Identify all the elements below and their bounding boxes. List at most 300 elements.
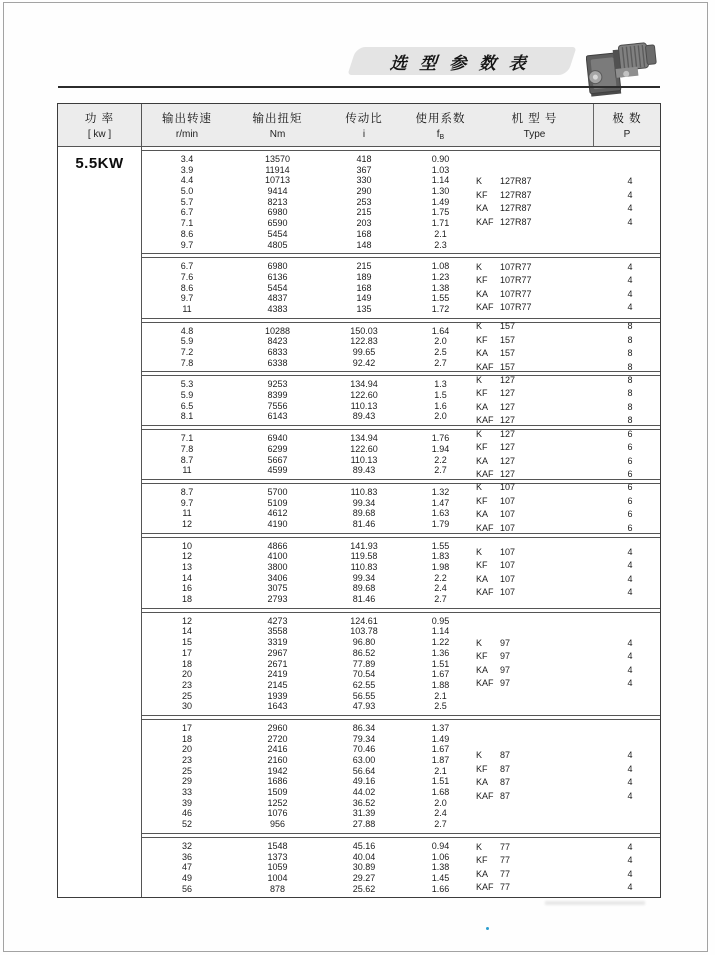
speed-value: 7.1 bbox=[180, 433, 194, 444]
factor-value: 1.76 bbox=[431, 433, 450, 444]
factor-value: 2.7 bbox=[434, 357, 447, 368]
torque-value: 5700 bbox=[267, 486, 288, 497]
type-row bbox=[476, 637, 659, 651]
poles-value: 4 bbox=[627, 573, 633, 584]
spec-block bbox=[142, 257, 660, 318]
ratio-value: 203 bbox=[356, 218, 372, 229]
col-header-factor-zh: 使用系数 bbox=[415, 112, 466, 125]
factor-value: 1.36 bbox=[431, 647, 450, 658]
ratio-value: 168 bbox=[356, 282, 372, 293]
factor-value: 2.3 bbox=[434, 239, 447, 250]
ratio-value: 149 bbox=[356, 293, 372, 304]
data-row bbox=[142, 240, 660, 251]
ratio-value: 122.60 bbox=[350, 443, 378, 454]
type-list bbox=[476, 841, 659, 895]
type-size: 127 bbox=[500, 469, 516, 479]
gear-motor-photo bbox=[586, 38, 664, 106]
ratio-value: 63.00 bbox=[352, 755, 376, 765]
col-header-poles bbox=[593, 104, 660, 146]
factor-value: 2.7 bbox=[434, 594, 447, 605]
type-prefix: KA bbox=[476, 401, 489, 412]
type-row bbox=[476, 868, 659, 882]
poles-value: 4 bbox=[627, 261, 633, 272]
torque-value: 4837 bbox=[267, 293, 288, 304]
torque-value: 6980 bbox=[267, 261, 288, 272]
type-row bbox=[476, 347, 659, 361]
type-row bbox=[476, 320, 659, 334]
speed-value: 17 bbox=[181, 722, 192, 733]
torque-value: 7556 bbox=[267, 400, 288, 411]
col-header-ratio bbox=[323, 104, 405, 146]
title-banner bbox=[347, 47, 576, 75]
type-prefix: KA bbox=[476, 348, 489, 358]
factor-value: 1.14 bbox=[431, 175, 450, 186]
type-row bbox=[476, 776, 659, 790]
poles-value: 4 bbox=[627, 763, 633, 774]
speed-value: 20 bbox=[181, 744, 192, 755]
torque-value: 10288 bbox=[264, 325, 291, 336]
type-prefix: K bbox=[476, 750, 483, 761]
type-size: 157 bbox=[500, 334, 516, 345]
type-row bbox=[476, 216, 659, 230]
torque-value: 5454 bbox=[267, 282, 288, 293]
type-row bbox=[476, 573, 659, 587]
ratio-value: 89.68 bbox=[352, 508, 376, 519]
torque-value: 1643 bbox=[267, 701, 288, 712]
data-row bbox=[142, 626, 660, 637]
torque-value: 1942 bbox=[267, 765, 288, 776]
factor-value: 1.23 bbox=[431, 271, 450, 282]
data-row bbox=[142, 701, 660, 712]
torque-value: 4866 bbox=[267, 540, 288, 551]
ratio-value: 124.61 bbox=[350, 615, 378, 626]
type-size: 127 bbox=[500, 401, 516, 412]
type-prefix: KA bbox=[476, 509, 489, 520]
type-prefix: KAF bbox=[476, 587, 494, 598]
ratio-value: 89.43 bbox=[352, 465, 376, 476]
col-header-ratio-unit: i bbox=[362, 129, 366, 140]
data-row bbox=[142, 691, 660, 702]
type-prefix: KF bbox=[476, 763, 488, 774]
torque-value: 1059 bbox=[267, 862, 288, 873]
factor-value: 1.71 bbox=[431, 218, 450, 229]
type-prefix: KAF bbox=[476, 678, 494, 689]
ratio-value: 110.83 bbox=[350, 562, 378, 572]
speed-value: 18 bbox=[181, 594, 192, 605]
col-header-factor-unit bbox=[437, 129, 444, 141]
type-row bbox=[476, 441, 659, 455]
torque-value: 5667 bbox=[267, 454, 288, 465]
factor-value: 1.72 bbox=[431, 303, 450, 314]
type-row bbox=[476, 841, 659, 855]
torque-value: 4599 bbox=[267, 465, 288, 476]
col-header-speed-zh: 输出转速 bbox=[162, 113, 212, 125]
ratio-value: 215 bbox=[356, 207, 372, 218]
col-header-factor bbox=[405, 104, 476, 146]
type-prefix: KAF bbox=[476, 469, 494, 479]
ratio-value: 40.04 bbox=[352, 851, 376, 862]
type-row bbox=[476, 468, 659, 482]
type-prefix: KF bbox=[476, 334, 488, 345]
factor-value: 2.2 bbox=[434, 454, 447, 465]
factor-value: 1.06 bbox=[431, 851, 450, 862]
torque-value: 1252 bbox=[267, 797, 288, 808]
ratio-value: 110.13 bbox=[350, 454, 378, 465]
torque-value: 6143 bbox=[267, 411, 288, 422]
type-prefix: KF bbox=[476, 495, 488, 506]
speed-value: 32 bbox=[181, 840, 192, 851]
speed-value: 5.7 bbox=[180, 196, 194, 207]
torque-value: 2967 bbox=[267, 647, 288, 658]
ratio-value: 31.39 bbox=[352, 808, 376, 819]
speed-value: 5.3 bbox=[180, 379, 194, 390]
torque-value: 11914 bbox=[265, 164, 290, 175]
data-row bbox=[142, 165, 660, 176]
ratio-value: 47.93 bbox=[352, 701, 376, 712]
type-size: 87 bbox=[500, 763, 511, 774]
type-size: 127 bbox=[500, 415, 516, 426]
speed-value: 8.7 bbox=[180, 454, 194, 465]
ratio-value: 134.94 bbox=[350, 433, 378, 444]
type-row bbox=[476, 374, 659, 388]
type-row bbox=[476, 677, 659, 691]
factor-value: 2.7 bbox=[434, 819, 447, 830]
type-row bbox=[476, 790, 659, 804]
torque-value: 3800 bbox=[267, 562, 288, 572]
ratio-value: 96.80 bbox=[352, 637, 376, 648]
type-size: 127 bbox=[500, 388, 516, 399]
factor-value: 1.83 bbox=[431, 551, 450, 562]
power-column bbox=[58, 147, 142, 897]
type-prefix: KA bbox=[476, 455, 489, 466]
poles-value: 4 bbox=[627, 203, 633, 214]
speed-value: 6.5 bbox=[180, 400, 194, 411]
torque-value: 3319 bbox=[267, 637, 288, 648]
ratio-value: 25.62 bbox=[352, 883, 376, 894]
torque-value: 878 bbox=[269, 883, 286, 894]
poles-value: 4 bbox=[627, 546, 633, 557]
col-header-ratio-zh: 传动比 bbox=[345, 113, 383, 125]
factor-value: 1.49 bbox=[431, 733, 450, 744]
speed-value: 47 bbox=[181, 862, 192, 873]
type-size: 77 bbox=[500, 841, 511, 852]
poles-value: 4 bbox=[627, 560, 633, 571]
table-body bbox=[58, 147, 660, 897]
col-header-torque-zh: 输出扭矩 bbox=[252, 113, 303, 125]
factor-symbol: f bbox=[436, 128, 440, 140]
type-prefix: KAF bbox=[476, 882, 494, 893]
type-row bbox=[476, 664, 659, 678]
ratio-value: 99.34 bbox=[352, 572, 376, 583]
factor-value: 1.94 bbox=[431, 443, 450, 454]
speed-value: 14 bbox=[181, 626, 192, 637]
speed-value: 23 bbox=[181, 755, 192, 765]
factor-value: 1.51 bbox=[431, 658, 450, 669]
factor-value: 2.4 bbox=[434, 808, 447, 819]
type-prefix: K bbox=[476, 176, 483, 187]
col-header-speed bbox=[142, 104, 232, 146]
type-prefix: K bbox=[476, 546, 483, 557]
spec-block bbox=[142, 537, 660, 609]
ratio-value: 99.34 bbox=[352, 497, 376, 508]
speed-value: 52 bbox=[181, 819, 192, 830]
torque-value: 8399 bbox=[267, 390, 288, 401]
ratio-value: 89.68 bbox=[352, 583, 376, 594]
power-rating: 5.5KW bbox=[75, 155, 124, 172]
torque-value: 2671 bbox=[267, 658, 288, 669]
type-prefix: KA bbox=[476, 288, 489, 299]
type-row bbox=[476, 189, 659, 203]
ratio-value: 99.65 bbox=[352, 347, 376, 357]
type-list bbox=[476, 428, 659, 482]
ratio-value: 290 bbox=[356, 186, 372, 197]
poles-value: 4 bbox=[627, 302, 633, 313]
data-row bbox=[142, 616, 660, 627]
type-size: 107 bbox=[500, 495, 516, 506]
ratio-value: 44.02 bbox=[352, 787, 376, 798]
type-row bbox=[476, 387, 659, 401]
type-list bbox=[476, 546, 659, 600]
type-prefix: KF bbox=[476, 855, 488, 866]
scan-dot-artifact bbox=[486, 927, 489, 930]
factor-value: 1.87 bbox=[431, 755, 450, 765]
type-list bbox=[476, 175, 659, 229]
poles-value: 6 bbox=[627, 522, 633, 533]
type-row bbox=[476, 495, 659, 509]
speed-value: 36 bbox=[181, 851, 192, 862]
poles-value: 4 bbox=[627, 651, 633, 662]
type-row bbox=[476, 763, 659, 777]
spec-block-list bbox=[142, 147, 660, 897]
poles-value: 4 bbox=[627, 678, 633, 689]
factor-value: 1.67 bbox=[431, 669, 450, 680]
selection-parameters-table bbox=[57, 103, 661, 898]
speed-value: 6.7 bbox=[180, 207, 194, 218]
ratio-value: 62.55 bbox=[352, 679, 376, 690]
factor-value: 1.64 bbox=[431, 325, 450, 336]
factor-value: 1.98 bbox=[431, 562, 450, 572]
ratio-value: 122.60 bbox=[350, 390, 378, 401]
type-size: 77 bbox=[500, 855, 511, 866]
speed-value: 7.8 bbox=[180, 443, 194, 454]
speed-value: 25 bbox=[181, 690, 192, 701]
header-rule bbox=[58, 86, 660, 88]
col-header-speed-unit: r/min bbox=[175, 129, 199, 140]
torque-value: 5109 bbox=[267, 497, 288, 508]
spec-block bbox=[142, 612, 660, 716]
type-prefix: KAF bbox=[476, 522, 494, 533]
ratio-value: 70.54 bbox=[352, 669, 376, 680]
type-size: 107 bbox=[500, 482, 516, 493]
col-header-poles-unit: P bbox=[623, 129, 631, 140]
type-prefix: KAF bbox=[476, 415, 494, 426]
torque-value: 1509 bbox=[267, 787, 288, 798]
speed-value: 9.7 bbox=[180, 239, 194, 250]
speed-value: 33 bbox=[181, 787, 192, 798]
type-prefix: K bbox=[476, 374, 483, 385]
speed-value: 3.9 bbox=[180, 164, 194, 175]
poles-value: 4 bbox=[627, 855, 633, 866]
poles-value: 4 bbox=[627, 189, 633, 200]
type-prefix: KA bbox=[476, 203, 489, 214]
speed-value: 46 bbox=[181, 808, 192, 819]
type-prefix: K bbox=[476, 841, 483, 852]
speed-value: 9.7 bbox=[180, 497, 194, 508]
type-list bbox=[476, 374, 659, 428]
poles-value: 8 bbox=[627, 401, 633, 412]
torque-value: 2419 bbox=[267, 669, 288, 680]
poles-value: 4 bbox=[627, 882, 633, 893]
type-prefix: KA bbox=[476, 664, 489, 675]
type-row bbox=[476, 261, 659, 275]
type-prefix: KA bbox=[476, 868, 489, 879]
ratio-value: 418 bbox=[356, 154, 372, 164]
speed-value: 5.0 bbox=[180, 186, 194, 197]
factor-value: 1.38 bbox=[431, 862, 450, 873]
factor-value: 1.67 bbox=[431, 744, 450, 755]
factor-value: 1.14 bbox=[431, 626, 450, 637]
torque-value: 10713 bbox=[264, 175, 291, 186]
torque-value: 6136 bbox=[267, 271, 288, 282]
ratio-value: 134.94 bbox=[350, 379, 378, 390]
poles-value: 6 bbox=[627, 482, 633, 493]
data-row bbox=[142, 229, 660, 240]
torque-value: 5454 bbox=[267, 228, 288, 239]
type-size: 157 bbox=[500, 361, 516, 372]
ratio-value: 27.88 bbox=[352, 819, 376, 830]
poles-value: 8 bbox=[627, 348, 633, 358]
poles-value: 4 bbox=[627, 777, 633, 788]
ratio-value: 122.83 bbox=[350, 336, 378, 347]
ratio-value: 56.64 bbox=[352, 765, 376, 776]
ratio-value: 79.34 bbox=[352, 733, 376, 744]
factor-value: 2.2 bbox=[434, 572, 447, 583]
ratio-value: 70.46 bbox=[352, 744, 376, 755]
torque-value: 4383 bbox=[267, 303, 288, 314]
ratio-value: 110.83 bbox=[350, 486, 378, 497]
torque-value: 1686 bbox=[267, 776, 288, 787]
ratio-value: 92.42 bbox=[352, 357, 376, 368]
spec-block bbox=[142, 837, 660, 897]
type-prefix: KA bbox=[476, 777, 489, 788]
speed-value: 18 bbox=[181, 658, 192, 669]
ratio-value: 150.03 bbox=[350, 325, 378, 336]
torque-value: 3075 bbox=[267, 583, 288, 594]
poles-value: 6 bbox=[627, 509, 633, 520]
speed-value: 4.8 bbox=[180, 325, 194, 336]
speed-value: 29 bbox=[181, 776, 192, 787]
factor-value: 1.49 bbox=[431, 196, 450, 207]
factor-value: 1.6 bbox=[434, 400, 447, 411]
factor-value: 0.90 bbox=[431, 154, 450, 164]
torque-value: 4100 bbox=[267, 551, 288, 562]
torque-value: 13570 bbox=[264, 154, 291, 164]
ratio-value: 168 bbox=[356, 228, 372, 239]
factor-value: 2.1 bbox=[434, 690, 447, 701]
type-size: 157 bbox=[500, 348, 516, 358]
ratio-value: 367 bbox=[356, 164, 372, 175]
data-row bbox=[142, 154, 660, 165]
torque-value: 2960 bbox=[267, 722, 288, 733]
speed-value: 12 bbox=[181, 518, 192, 529]
torque-value: 1548 bbox=[267, 840, 288, 851]
factor-value: 1.55 bbox=[431, 540, 450, 551]
torque-value: 1004 bbox=[267, 872, 288, 883]
factor-value: 1.32 bbox=[431, 486, 450, 497]
type-row bbox=[476, 650, 659, 664]
type-prefix: KAF bbox=[476, 790, 494, 801]
factor-value: 1.5 bbox=[434, 390, 447, 401]
type-prefix: KAF bbox=[476, 216, 494, 227]
factor-value: 2.0 bbox=[434, 797, 447, 808]
poles-value: 4 bbox=[627, 868, 633, 879]
type-size: 107R77 bbox=[500, 302, 532, 313]
type-size: 107 bbox=[500, 573, 516, 584]
speed-value: 39 bbox=[181, 797, 192, 808]
torque-value: 3558 bbox=[267, 626, 288, 637]
poles-value: 4 bbox=[627, 790, 633, 801]
poles-value: 4 bbox=[627, 216, 633, 227]
spec-block bbox=[142, 483, 660, 534]
factor-value: 1.47 bbox=[431, 497, 450, 508]
factor-value: 1.37 bbox=[431, 722, 450, 733]
scan-smudge-artifact bbox=[545, 901, 645, 905]
torque-value: 6940 bbox=[267, 433, 288, 444]
poles-value: 6 bbox=[627, 455, 633, 466]
speed-value: 25 bbox=[181, 765, 192, 776]
speed-value: 16 bbox=[181, 583, 192, 594]
ratio-value: 45.16 bbox=[352, 840, 376, 851]
ratio-value: 103.78 bbox=[350, 626, 378, 637]
speed-value: 20 bbox=[181, 669, 192, 680]
type-prefix: K bbox=[476, 482, 483, 493]
ratio-value: 148 bbox=[356, 239, 372, 250]
torque-value: 1939 bbox=[267, 690, 288, 701]
type-row bbox=[476, 175, 659, 189]
type-size: 107 bbox=[500, 546, 516, 557]
factor-value: 2.1 bbox=[434, 228, 447, 239]
type-prefix: KF bbox=[476, 442, 488, 452]
type-row bbox=[476, 428, 659, 442]
ratio-value: 77.89 bbox=[352, 658, 376, 669]
speed-value: 9.7 bbox=[180, 293, 194, 304]
speed-value: 15 bbox=[181, 637, 192, 648]
speed-value: 7.8 bbox=[180, 357, 194, 368]
factor-value: 2.4 bbox=[434, 583, 447, 594]
col-header-power-zh: 功 率 bbox=[84, 113, 115, 125]
type-size: 127R87 bbox=[500, 189, 532, 200]
poles-value: 4 bbox=[627, 176, 633, 187]
ratio-value: 86.34 bbox=[352, 722, 376, 733]
ratio-value: 215 bbox=[356, 261, 372, 272]
ratio-value: 89.43 bbox=[352, 411, 376, 422]
factor-value: 1.66 bbox=[431, 883, 450, 894]
torque-value: 6299 bbox=[267, 443, 288, 454]
poles-value: 4 bbox=[627, 750, 633, 761]
type-size: 107 bbox=[500, 522, 516, 533]
type-size: 127 bbox=[500, 442, 516, 452]
col-header-power-unit: [ kw ] bbox=[87, 129, 112, 140]
factor-value: 0.94 bbox=[431, 840, 450, 851]
factor-value: 1.88 bbox=[431, 679, 450, 690]
speed-value: 8.7 bbox=[180, 486, 194, 497]
type-size: 77 bbox=[500, 868, 511, 879]
torque-value: 8423 bbox=[267, 336, 288, 347]
speed-value: 12 bbox=[181, 551, 192, 562]
type-prefix: K bbox=[476, 637, 483, 648]
poles-value: 4 bbox=[627, 664, 633, 675]
torque-value: 9414 bbox=[267, 186, 288, 197]
